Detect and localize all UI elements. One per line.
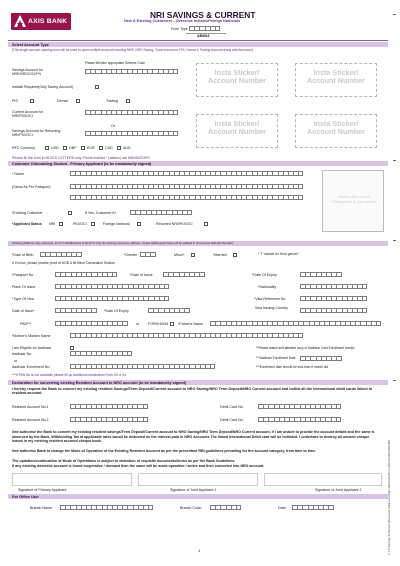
aadhaar-eligible-label: I am Eligible for Aadhaar [12, 346, 52, 350]
sticker-4-line1: Insta Sticker/ [313, 119, 359, 128]
name-label: * Name [12, 172, 24, 176]
if-yes-label: If Yes, Customer ID [85, 211, 116, 215]
photo-box [322, 170, 384, 232]
bank-logo [11, 13, 71, 30]
name-boxes-2[interactable] [70, 184, 303, 189]
scheme-code-boxes[interactable] [85, 69, 178, 74]
name-boxes-3[interactable] [70, 195, 303, 200]
current-code-boxes[interactable] [85, 110, 178, 115]
sticker-3-line2: Account Number [208, 127, 266, 137]
father-boxes[interactable] [210, 321, 381, 326]
status-pio-checkbox[interactable] [91, 222, 95, 226]
status-fn-checkbox[interactable] [137, 222, 141, 226]
authorise-text: I/we authorise the Bank to convert my existing resident savings/Term Deposit/Current account to NRO Saving/NRO Term Deposit/NRO Current account, if I am unable to provide the account details and the same is observed by the Bank. Withholding Tax at applicable rates would be deducted on the interest paid in NRO Accounts The linked international Debit card will be hotlisted. I undertake to destroy all unused cheque leaves in my existing resident account cheque book. [12, 430, 375, 444]
trading-label: Trading [106, 99, 119, 103]
debit-1-boxes[interactable] [258, 404, 341, 409]
same-passport-label: (Same As Per Passport) [12, 185, 51, 189]
married-label: *Married [213, 253, 227, 257]
select-account-bar [8, 42, 388, 47]
nationality-boxes[interactable] [300, 284, 367, 289]
sticker-3-line1: Insta Sticker/ [214, 119, 260, 128]
trading-checkbox[interactable] [126, 99, 130, 103]
branch-code-boxes[interactable] [210, 505, 241, 510]
aadhaar-enrol-boxes[interactable] [70, 364, 215, 369]
select-account-note: [This single account opening form will be used to open multiple account including NRE, NRO Saving, Current account, PIS, Demat & Trading Account along with Annexure] [12, 47, 253, 52]
pan-label: PAN*** [20, 322, 32, 326]
sticker-4-line2: Account Number [307, 127, 365, 137]
header-barcode [186, 33, 226, 36]
sig-joint2-label: Signature of Joint Applicant 2 [315, 488, 362, 492]
insta-sticker-4 [295, 114, 377, 148]
pis-checkbox[interactable] [30, 99, 34, 103]
customer-id-boxes[interactable] [130, 210, 192, 215]
sticker-2-line2: Account Number [307, 76, 365, 86]
bank-name: AXIS BANK [28, 17, 68, 25]
aadhaar-no-label: Aadhaar No. [12, 352, 33, 356]
branch-code-label: Branch Code: [180, 506, 202, 510]
instakit-label: Instakit Required(Only Saving Account) [12, 85, 73, 89]
enrol-date-note: ***Enrollment date should be less than 6 month old [256, 365, 328, 369]
office-date-boxes[interactable] [292, 505, 334, 510]
insta-sticker-3 [196, 114, 278, 148]
mother-label: *Mother's Maiden Name [12, 334, 51, 338]
visa-expiry-boxes[interactable] [148, 308, 190, 313]
name-boxes-1[interactable] [70, 171, 303, 176]
visa-country-label: Visa Issuing Country [255, 306, 288, 310]
sig-joint1-label: Signature of Joint Applicant 1 [170, 488, 217, 492]
father-label: *Father's Name [178, 322, 203, 326]
margin-tick-3 [393, 240, 396, 241]
margin-tick-1 [393, 14, 396, 15]
office-heading: For Office Use: [12, 494, 40, 499]
aadhaar-attach-note: **Please attach self-attested copy of Aadhaar Card Enrollment receipt [256, 346, 355, 350]
nationality-label: *Nationality [258, 285, 277, 289]
minor-label: Minor* [174, 253, 185, 257]
onboarding-heading: Customer Onboarding Section - Primary Applicant (to be mandatorily signed) [12, 161, 152, 166]
status-returned-label: Returned NRI/PIO/OCI [156, 222, 193, 226]
visa-type-label: *Type Of Visa [12, 297, 34, 301]
status-nri-checkbox[interactable] [59, 222, 63, 226]
rfc-cad-label: CAD [105, 146, 113, 150]
conversion-bar [8, 380, 388, 385]
enrol-date-boxes[interactable] [300, 356, 342, 361]
sticker-2-line1: Insta Sticker/ [313, 68, 359, 77]
rfc-gbp-checkbox[interactable] [63, 146, 67, 150]
visa-issue-boxes[interactable] [55, 308, 97, 313]
sig-primary-label: Signature of Primary Applicant [18, 488, 67, 492]
returning-label: Savings Account for Returning NRI/PIO/OCI [12, 129, 61, 138]
logo-icon [14, 15, 26, 27]
sig-joint2-box[interactable] [264, 473, 382, 486]
block-letters-note: Please fill the form in BLOCK LETTERS only. Fields marked * (asterix) are MANDATORY [12, 156, 151, 160]
visa-expiry-label: *Date Of Expiry [104, 309, 129, 313]
side-version-label: V 7.0 Savings & Current (Overseas Indians/Foreign Nationals)/06-1-2021/A/2021/001/008 [387, 440, 391, 555]
conversion-heading: Declaration for converting existing Resident Account to NRO account (to be mandatorily signed) [12, 380, 187, 385]
visa-type-boxes[interactable] [55, 296, 169, 301]
passport-label: *Passport No [12, 273, 34, 277]
debit-1-label: Debit Card No. [220, 405, 244, 409]
rfc-aud-checkbox[interactable] [117, 146, 121, 150]
sticker-1-line1: Insta Sticker/ [214, 68, 260, 77]
rfc-eur-label: EUR [87, 146, 95, 150]
sig-primary-box[interactable] [12, 473, 132, 486]
margin-tick-2 [393, 160, 396, 161]
rfc-usd-checkbox[interactable] [45, 146, 49, 150]
gender-boxes[interactable] [140, 252, 156, 257]
visa-ref-boxes[interactable] [300, 296, 367, 301]
form-type-boxes [189, 26, 220, 31]
sticker-1-line2: Account Number [208, 76, 266, 86]
resident-1-boxes[interactable] [70, 404, 148, 409]
mother-boxes[interactable] [70, 333, 303, 338]
branch-name-boxes[interactable] [60, 505, 153, 510]
office-date-label: Date: [278, 506, 287, 510]
rfc-cad-checkbox[interactable] [99, 146, 103, 150]
insta-sticker-1 [196, 63, 278, 97]
visa-ref-label: *Visa Reference No [254, 297, 286, 301]
date-issue-label: *Date of Issue [130, 273, 153, 277]
status-nri-label: NRI [49, 222, 56, 226]
gender-label: *Gender [124, 253, 138, 257]
returning-code-boxes[interactable] [85, 131, 178, 136]
form-subtitle: New & Existing Customers - Overseas Indians/Foreign Nationals [124, 19, 241, 23]
demat-checkbox[interactable] [76, 99, 80, 103]
dob-boxes[interactable] [40, 252, 82, 257]
status-fn-label: Foreign National [103, 222, 130, 226]
existing-yes-checkbox[interactable] [68, 211, 72, 215]
select-account-heading: Select Account Type [12, 42, 49, 47]
passport-boxes[interactable] [55, 272, 117, 277]
ekyc-note: Following fields for new customers, are KYC Modifications or Re-KYC Only (for existing customers, address, contact details given below will be updated in all accounts held with the bank) [12, 241, 234, 245]
rfc-aud-label: AUD [123, 146, 131, 150]
enrol-date-label: ***Aadhaar Enrollment Date [256, 356, 296, 360]
pis-label: PIS [12, 99, 18, 103]
onboarding-bar [8, 161, 388, 166]
aadhaar-no-boxes[interactable] [70, 351, 132, 356]
dormant-text: If any existing domestic account is found inoperative / dormant then the same will be made operative / active and then converted into NRO account. [12, 463, 265, 468]
rfc-gbp-label: GBP [69, 146, 77, 150]
form-code: AB003 [197, 33, 210, 38]
aadhaar-eligible-checkbox[interactable] [70, 346, 74, 350]
aadhaar-enrol-label: Aadhaar Enrollment No. [12, 365, 51, 369]
rfc-label: RFC Currency [12, 146, 35, 150]
or-label: Or [111, 124, 115, 128]
office-bar [8, 494, 388, 499]
debit-2-label: Debit Card No. [220, 418, 244, 422]
rfc-usd-label: USD [51, 146, 59, 150]
applicant-status-label: *Applicant Status [12, 222, 42, 226]
margin-tick-4 [393, 380, 396, 381]
status-returned-checkbox[interactable] [204, 222, 208, 226]
married-checkbox[interactable] [233, 253, 237, 257]
mode-text: I/we authorise Bank to change the Mode of Operation of the Existing Resident Account as per the prescribed RBI guidelines prevailing for the account category, from time to time. [12, 449, 317, 453]
branch-name-label: Branch Name [30, 506, 52, 510]
minor-note: # If minor, please provide proof of DOB & fill Minor Declaration Section [12, 261, 115, 265]
page-number: 1 [198, 548, 201, 553]
side-version-text [387, 440, 394, 561]
dob-label: *Date of Birth [12, 253, 34, 257]
form-type-label: Form Type [171, 27, 188, 31]
rfc-eur-checkbox[interactable] [81, 146, 85, 150]
scheme-code-label: Please Mention appropriate Scheme Code [85, 61, 146, 65]
visa-issue-label: Date of Issue* [12, 309, 35, 313]
visa-country-boxes[interactable] [300, 308, 367, 313]
continuation-text: The updation/continuation of Mode of Operations is subject to obtention of requisite documents/forms as per the Bank Guidelines. [12, 458, 236, 463]
date-expiry-boxes[interactable] [300, 272, 342, 277]
status-pio-label: PIO/OCI [73, 222, 87, 226]
minor-checkbox[interactable] [191, 253, 195, 257]
aadhaar-or-label: or [14, 359, 18, 363]
ekyc-bar [8, 241, 388, 246]
conversion-request: I hereby request the Bank to convert my existing resident Savings/Term Deposit/Current account to NRO Saving/NRO Term Deposit/NRO Current account and hotlist all the international debit cards linked to resident account. [12, 386, 373, 396]
pan-boxes[interactable] [55, 321, 128, 326]
place-issue-boxes[interactable] [55, 284, 169, 289]
resident-2-boxes[interactable] [70, 417, 148, 422]
savings-nre-label: Savings Account for NRE/NRO/OCI/FN [12, 68, 43, 77]
demat-label: Demat [57, 99, 68, 103]
resident-1-label: Resident Account No.1 [12, 405, 49, 409]
form-title: NRI SAVINGS & CURRENT [150, 10, 256, 20]
photo-text: Please affix recent Photograph & sign across [331, 194, 377, 204]
date-issue-boxes[interactable] [163, 272, 205, 277]
debit-2-boxes[interactable] [258, 417, 341, 422]
third-gender-note: * 'T' stands for 'third gender' [258, 252, 299, 256]
place-issue-label: Place Of Issue [12, 285, 36, 289]
insta-sticker-2 [295, 63, 377, 97]
form60-label: FORM 60/61 [148, 322, 169, 326]
instakit-checkbox[interactable] [95, 85, 99, 89]
existing-customer-label: *Existing Customer [12, 211, 43, 215]
pan-note: ***If PAN No is not available please fill up Additional declaration Form 60 or 61 [12, 373, 127, 377]
form60-checkbox[interactable] [170, 322, 174, 326]
date-expiry-label: *Date Of Expiry [252, 273, 277, 277]
sig-joint1-box[interactable] [138, 473, 258, 486]
resident-2-label: Resident Account No.2 [12, 418, 49, 422]
header-divider [8, 40, 388, 41]
pan-or-label: or [136, 322, 140, 326]
current-label: Current Account for NRI/PIO/OCI [12, 110, 43, 119]
